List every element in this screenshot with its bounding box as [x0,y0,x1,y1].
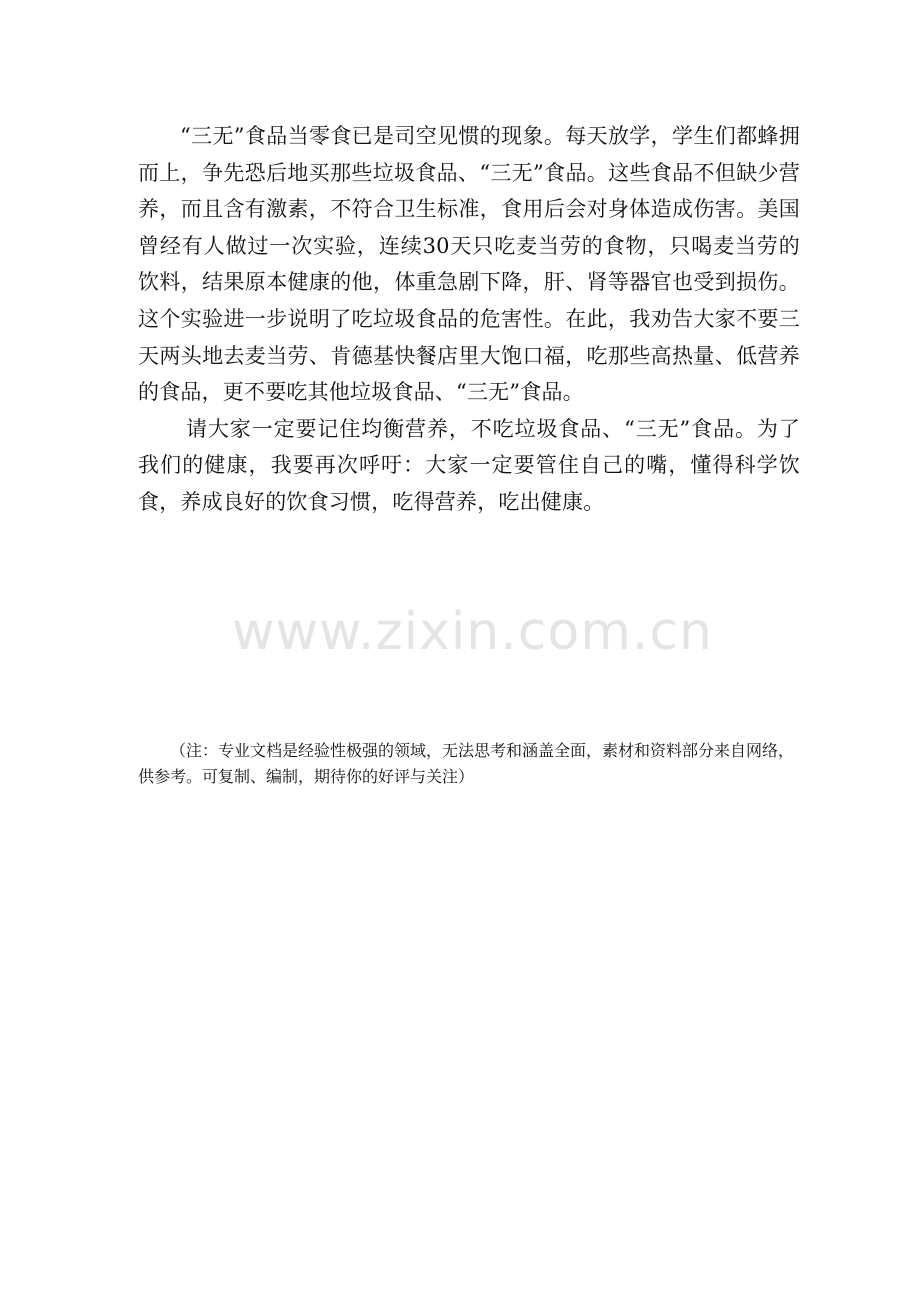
footnote-text: （注：专业文档是经验性极强的领域，无法思考和涵盖全面，素材和资料部分来自网络，供参考。可复制、编制，期待你的好评与关注） [138,741,795,786]
watermark: www.zixin.com.cn [232,602,713,662]
footnote [138,738,800,790]
paragraph-1: “三无”食品当零食已是司空见惯的现象。每天放学，学生们都蜂拥而上，争先恐后地买那些垃圾食品、“三无”食品。这些食品不但缺少营养，而且含有激素，不符合卫生标准，食用后会对身体造成伤害。美国曾经有人做过一次实验，连续30天只吃麦当劳的食物，只喝麦当劳的饮料，结果原本健康的他，体重急剧下降，肝、肾等器官也受到损伤。这个实验进一步说明了吃垃圾食品的危害性。在此，我劝告大家不要三天两头地去麦当劳、肯德基快餐店里大饱口福，吃那些高热量、低营养的食品，更不要吃其他垃圾食品、“三无”食品。 [138,124,800,405]
paragraph-2: 请大家一定要记住均衡营养，不吃垃圾食品、“三无”食品。为了我们的健康，我要再次呼吁：大家一定要管住自己的嘴，懂得科学饮食，养成良好的饮食习惯，吃得营养，吃出健康。 [138,416,800,514]
document-body [138,118,800,521]
